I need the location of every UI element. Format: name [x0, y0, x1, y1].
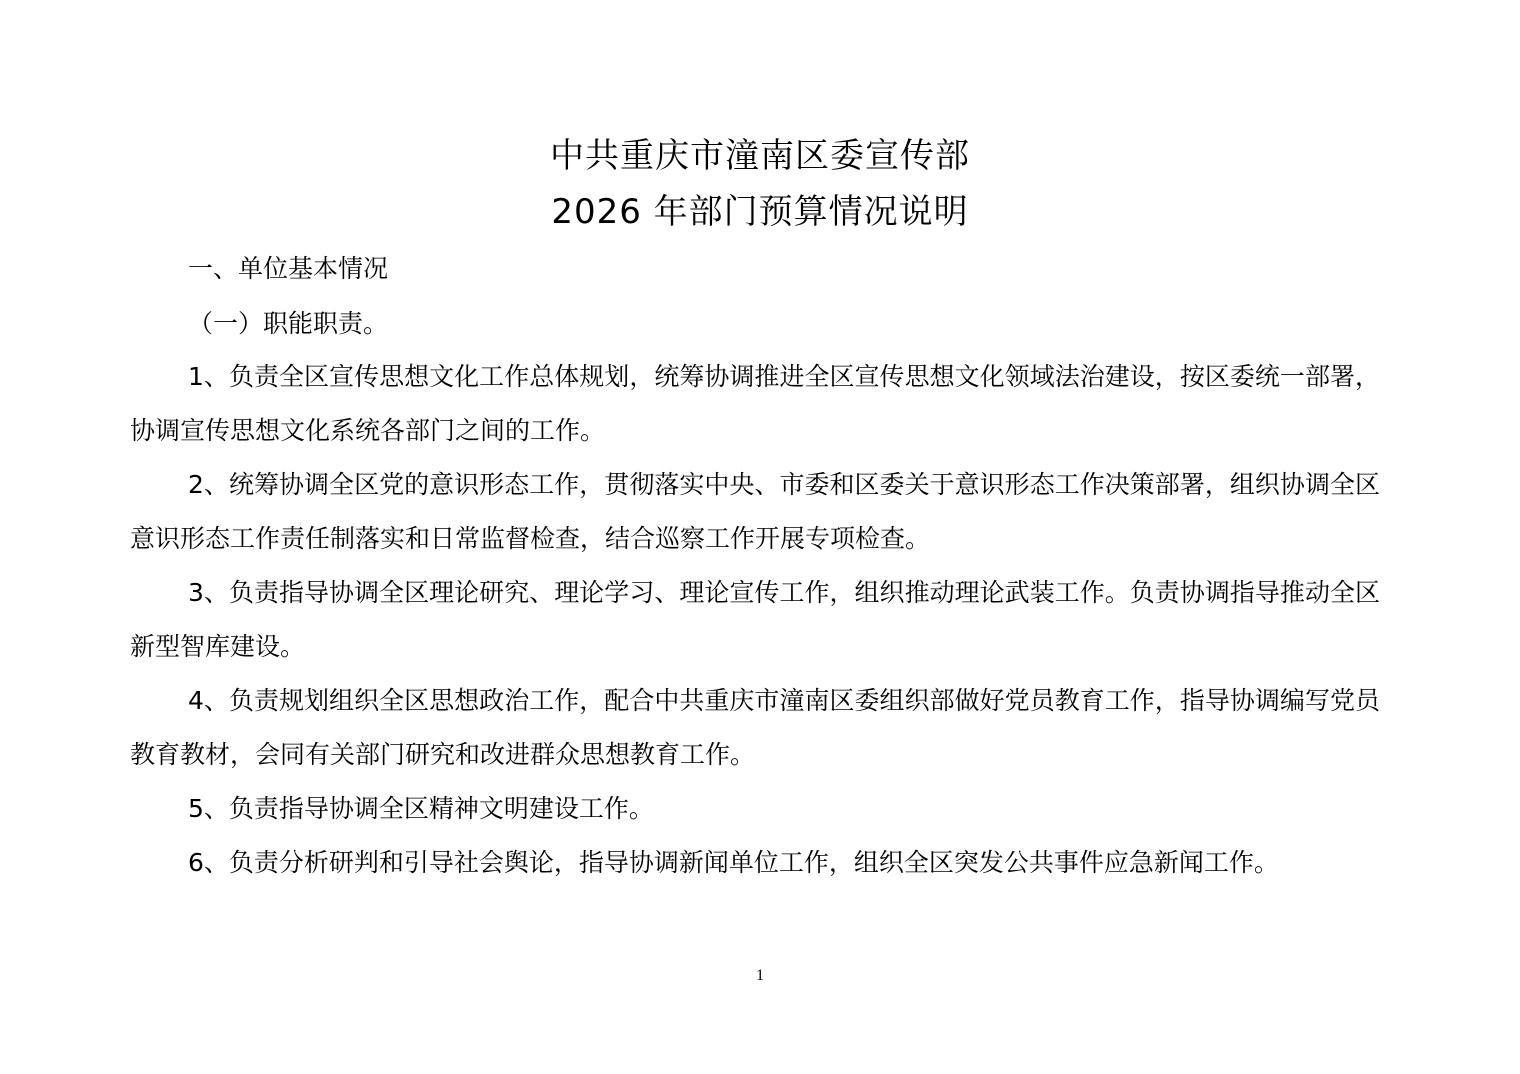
- section-heading: 一、单位基本情况: [188, 254, 389, 283]
- paragraph-duty-6: 6、负责分析研判和引导社会舆论，指导协调新闻单位工作，组织全区突发公共事件应急新闻工作。: [188, 848, 1279, 877]
- document-title-line1: 中共重庆市潼南区委宣传部: [550, 136, 970, 176]
- page-number: 1: [756, 967, 764, 984]
- paragraph-duty-1: 1、负责全区宣传思想文化工作总体规划，统筹协调推进全区宣传思想文化领域法治建设，按区委统一部署，协调宣传思想文化系统各部门之间的工作。: [130, 362, 1380, 445]
- paragraph-duty-4: 4、负责规划组织全区思想政治工作，配合中共重庆市潼南区委组织部做好党员教育工作，指导协调编写党员教育教材，会同有关部门研究和改进群众思想教育工作。: [130, 686, 1380, 769]
- paragraph-duty-2: 2、统筹协调全区党的意识形态工作，贯彻落实中央、市委和区委关于意识形态工作决策部署，组织协调全区意识形态工作责任制落实和日常监督检查，结合巡察工作开展专项检查。: [130, 470, 1380, 553]
- document-title-line2: 2026 年部门预算情况说明: [551, 192, 969, 232]
- paragraph-duty-5: 5、负责指导协调全区精神文明建设工作。: [188, 794, 654, 823]
- subsection-heading: （一）职能职责。: [188, 309, 389, 338]
- paragraph-duty-3: 3、负责指导协调全区理论研究、理论学习、理论宣传工作，组织推动理论武装工作。负责协调指导推动全区新型智库建设。: [130, 578, 1380, 661]
